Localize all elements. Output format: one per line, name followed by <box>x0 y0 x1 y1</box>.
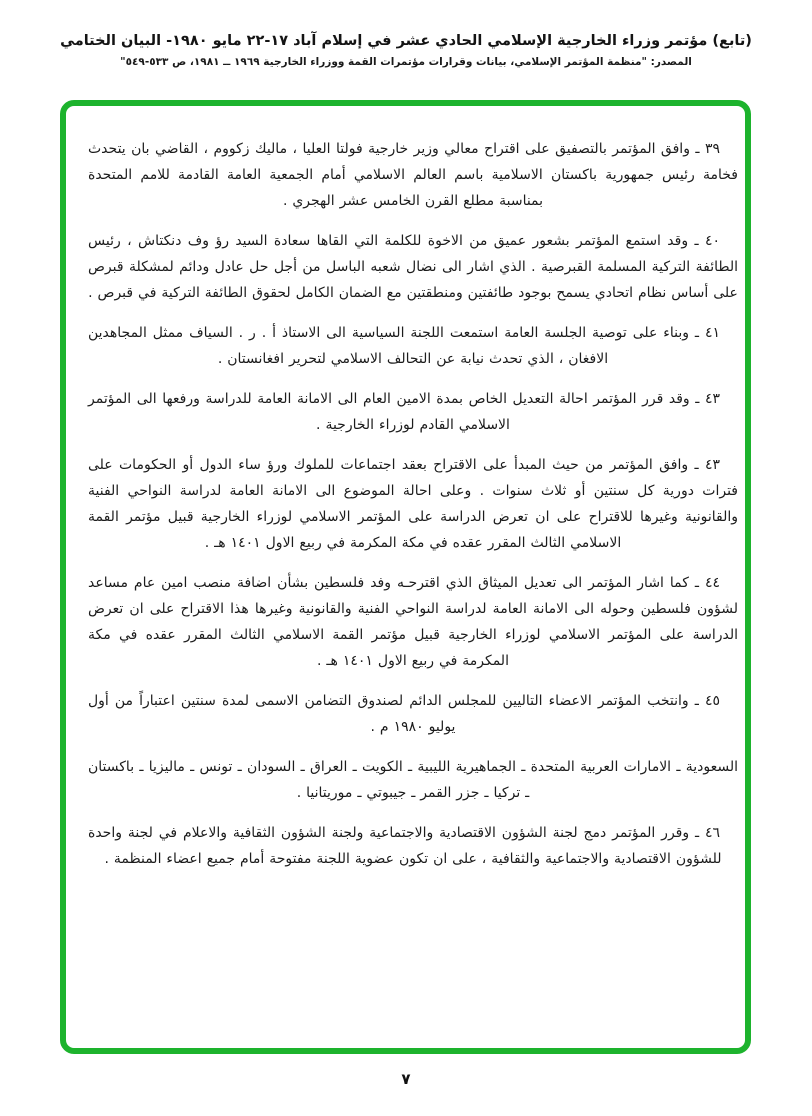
paragraph-40: ٤٠ ـ وقد استمع المؤتمر بشعور عميق من الاخوة للكلمة التي القاها سعادة السيد رؤ وف دنكتاش ، رئيس الطائفة التركية المسلمة القبرصية . الذي اشار الى نضال شعبه الباسل من أجل حل عادل ودائم لمشكلة قبرص على أساس نظام اتحادي يسمح بوجود طائفتين ومنطقتين مع الضمان الكامل لحقوق الطائفة التركية في قبرص . <box>88 233 738 301</box>
paragraph-42: ٤٣ ـ وقد قرر المؤتمر احالة التعديل الخاص بمدة الامين العام الى الامانة العامة للدراسة ورفعها الى المؤتمر الاسلامي القادم لوزراء الخارجية . <box>88 391 720 433</box>
member-countries-list: السعودية ـ الامارات العربية المتحدة ـ الجماهيرية الليبية ـ الكويت ـ العراق ـ السودان ـ تونس ـ ماليزيا ـ باكستان ـ تركيا ـ جزر القمر ـ جيبوتي ـ موريتانيا . <box>88 759 738 801</box>
page-number: ٧ <box>401 1070 411 1088</box>
document-header <box>40 30 772 68</box>
paragraph-39: ٣٩ ـ وافق المؤتمر بالتصفيق على اقتراح معالي وزير خارجية فولتا العليا ، ماليك زكووم ، القاضي بان يتحدث فخامة رئيس جمهورية باكستان الاسلامية باسم العالم الاسلامي أمام الجمعية العامة القادمة للامم المتحدة بمناسبة مطلع القرن الخامس عشر الهجري . <box>88 141 738 209</box>
document-title: (تابع) مؤتمر وزراء الخارجية الإسلامي الحادي عشر في إسلام آباد ١٧-٢٢ مايو ١٩٨٠- البيان الختامي <box>60 33 752 49</box>
document-body <box>88 136 738 886</box>
document-source-line: المصدر: "منظمة المؤتمر الإسلامي، بيانات وقرارات مؤتمرات القمة ووزراء الخارجية ١٩٦٩ ــ ١٩٨١، ص ٥٣٣-٥٤٩" <box>120 56 692 68</box>
paragraph-44: ٤٤ ـ كما اشار المؤتمر الى تعديل الميثاق الذي اقترحـه وفد فلسطين بشأن اضافة منصب امين عام مساعد لشؤون فلسطين وحوله الى الامانة العامة لدراسة النواحي الفنية والقانونية وغيرها هذا الاقتراح على ان تعرض الدراسة على المؤتمر الاسلامي لوزراء الخارجية قبيل مؤتمر القمة الاسلامي الثالث المقرر عقده في مكة المكرمة في ربيع الاول ١٤٠١ هـ . <box>88 575 738 669</box>
paragraph-45: ٤٥ ـ وانتخب المؤتمر الاعضاء التاليين للمجلس الدائم لصندوق التضامن الاسمى لمدة سنتين اعتباراً من أول يوليو ١٩٨٠ م . <box>88 693 720 735</box>
paragraph-46: ٤٦ ـ وقرر المؤتمر دمج لجنة الشؤون الاقتصادية والاجتماعية ولجنة الشؤون الثقافية والاعلام في لجنة واحدة للشؤون الاقتصادية والاجتماعية والثقافية ، على ان تكون عضوية اللجنة مفتوحة أمام جميع اعضاء المنظمة . <box>88 825 722 867</box>
paragraph-43: ٤٣ ـ وافق المؤتمر من حيث المبدأ على الاقتراح بعقد اجتماعات للملوك ورؤ ساء الدول أو الحكومات على فترات دورية كل سنتين أو ثلاث سنوات . وعلى احالة الموضوع الى الامانة العامة لدراسة النواحي الفنية والقانونية وغيرها للاقتراح على ان تعرض الدراسة على المؤتمر الاسلامي لوزراء الخارجية قبيل مؤتمر القمة الاسلامي الثالث المقرر عقده في مكة المكرمة في ربيع الاول ١٤٠١ هـ . <box>88 457 738 551</box>
paragraph-41: ٤١ ـ وبناء على توصية الجلسة العامة استمعت اللجنة السياسية الى الاستاذ أ . ر . السياف ممثل المجاهدين الافغان ، الذي تحدث نيابة عن التحالف الاسلامي لتحرير افغانستان . <box>88 325 720 367</box>
